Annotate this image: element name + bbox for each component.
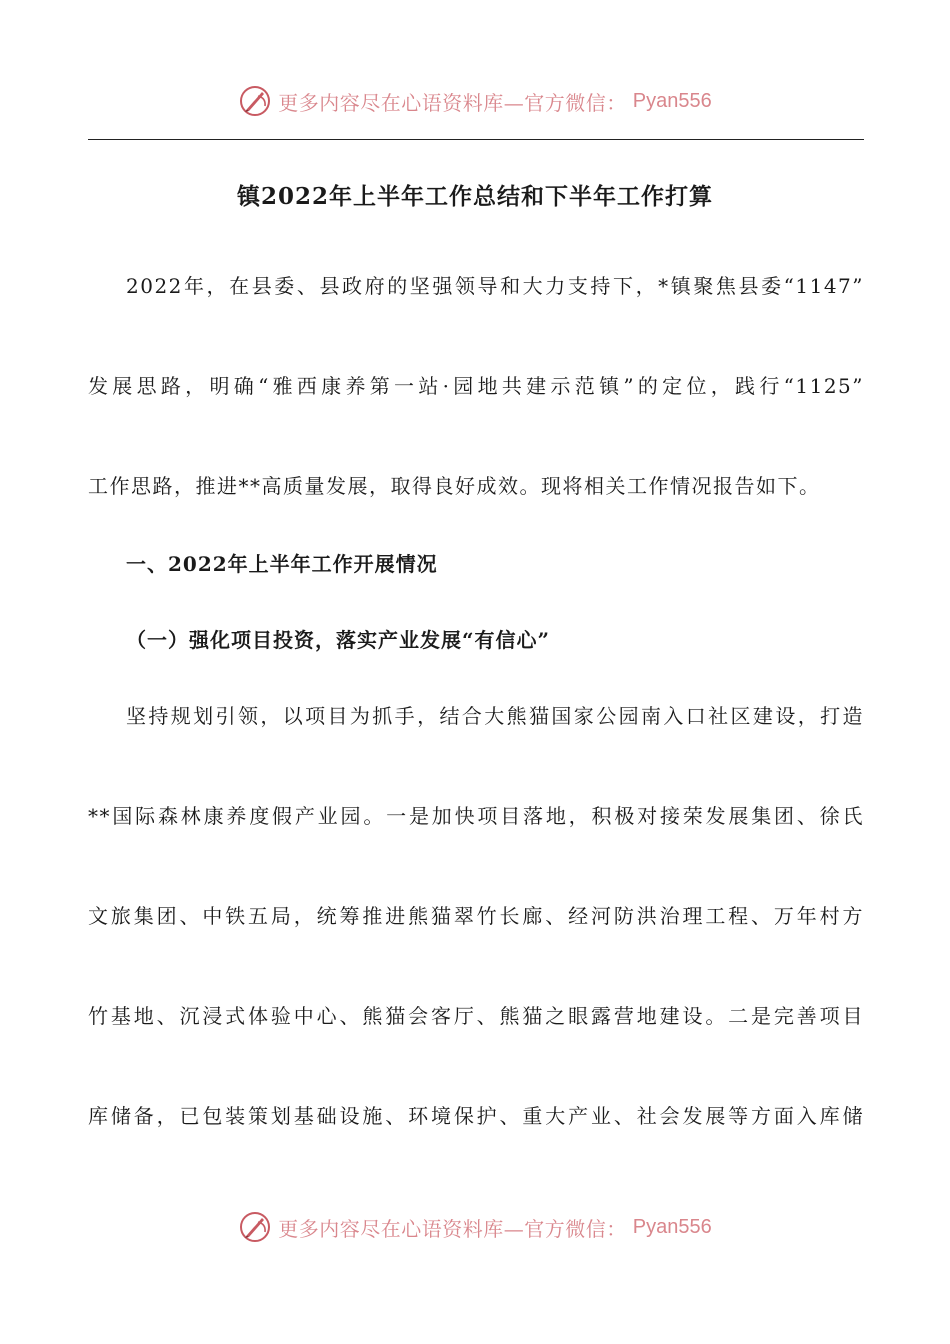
footer-banner <box>0 1210 950 1244</box>
banner-wechat-id: Pyan556 <box>632 89 712 112</box>
quill-logo-icon <box>238 1210 272 1244</box>
banner-text: 更多内容尽在心语资料库—官方微信： <box>278 1216 627 1241</box>
body-line-3: 工作思路，推进**高质量发展，取得良好成效。现将相关工作情况报告如下。 <box>88 474 821 498</box>
body-line-5: **国际森林康养度假产业园。一是加快项目落地，积极对接荣发展集团、徐氏 <box>88 804 864 828</box>
header-banner <box>0 84 950 118</box>
body-line-1: 2022年，在县委、县政府的坚强领导和大力支持下，*镇聚焦县委“1147” <box>126 274 864 298</box>
body-line-4: 坚持规划引领，以项目为抓手，结合大熊猫国家公园南入口社区建设，打造 <box>126 704 864 728</box>
banner-wechat-id: Pyan556 <box>632 1215 712 1238</box>
body-line-2: 发展思路，明确“雅西康养第一站·园地共建示范镇”的定位，践行“1125” <box>88 374 864 398</box>
body-line-6: 文旅集团、中铁五局，统筹推进熊猫翠竹长廊、经河防洪治理工程、万年村方 <box>88 904 864 928</box>
document-title: 镇2022年上半年工作总结和下半年工作打算 <box>236 183 713 210</box>
subsection-heading: （一）强化项目投资，落实产业发展“有信心” <box>126 628 551 652</box>
quill-logo-icon <box>238 84 272 118</box>
body-line-8: 库储备，已包装策划基础设施、环境保护、重大产业、社会发展等方面入库储 <box>88 1104 864 1128</box>
banner-text: 更多内容尽在心语资料库—官方微信： <box>278 90 627 115</box>
section-heading: 一、2022年上半年工作开展情况 <box>126 552 438 576</box>
header-divider <box>88 139 864 140</box>
body-line-7: 竹基地、沉浸式体验中心、熊猫会客厅、熊猫之眼露营地建设。二是完善项目 <box>88 1004 864 1028</box>
